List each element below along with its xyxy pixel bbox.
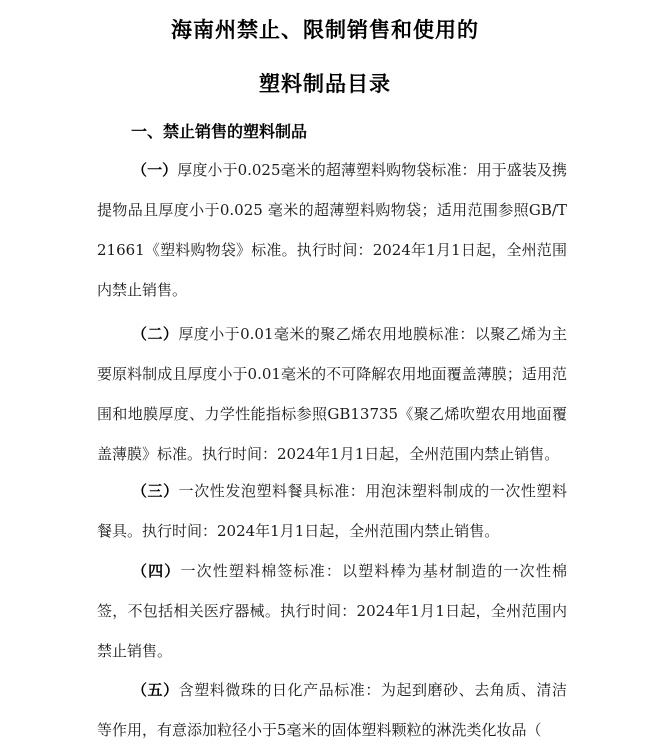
section-heading: 一、禁止销售的塑料制品 <box>131 122 308 141</box>
item-label: （四） <box>132 562 181 580</box>
list-item <box>97 150 567 310</box>
list-item <box>97 551 567 671</box>
item-text: 一次性塑料棉签标准：以塑料棒为基材制造的一次性棉签，不包括相关医疗器械。执行时间：2024年1月1日起，全州范围内禁止销售。 <box>97 562 567 660</box>
item-label: （三） <box>132 482 179 500</box>
item-text: 含塑料微珠的日化产品标准：为起到磨砂、去角质、清洁等作用，有意添加粒径小于5毫米的固体塑料颗粒的淋洗类化妆品（ <box>97 681 567 739</box>
item-text: 一次性发泡塑料餐具标准：用泡沫塑料制成的一次性塑料餐具。执行时间：2024年1月1日起，全州范围内禁止销售。 <box>97 482 567 540</box>
item-label: （五） <box>132 681 179 699</box>
list-item <box>97 670 567 750</box>
list-item <box>97 471 567 551</box>
list-item <box>97 314 567 474</box>
item-label: （二） <box>132 325 179 343</box>
item-text: 厚度小于0.025毫米的超薄塑料购物袋标准：用于盛装及携提物品且厚度小于0.025 毫米的超薄塑料购物袋；适用范围参照GB/T 21661《塑料购物袋》标准。执行时间：2024年1月1日起，全州范围内禁止销售。 <box>97 161 567 299</box>
item-label: （一） <box>132 161 178 179</box>
item-text: 厚度小于0.01毫米的聚乙烯农用地膜标准：以聚乙烯为主要原料制成且厚度小于0.01毫米的不可降解农用地面覆盖薄膜；适用范围和地膜厚度、力学性能指标参照GB13735《聚乙烯吹塑农用地面覆盖薄膜》标准。执行时间：2024年1月1日起，全州范围内禁止销售。 <box>97 325 567 463</box>
document-title-line-2: 塑料制品目录 <box>259 72 391 96</box>
document-title-line-1: 海南州禁止、限制销售和使用的 <box>171 18 479 42</box>
